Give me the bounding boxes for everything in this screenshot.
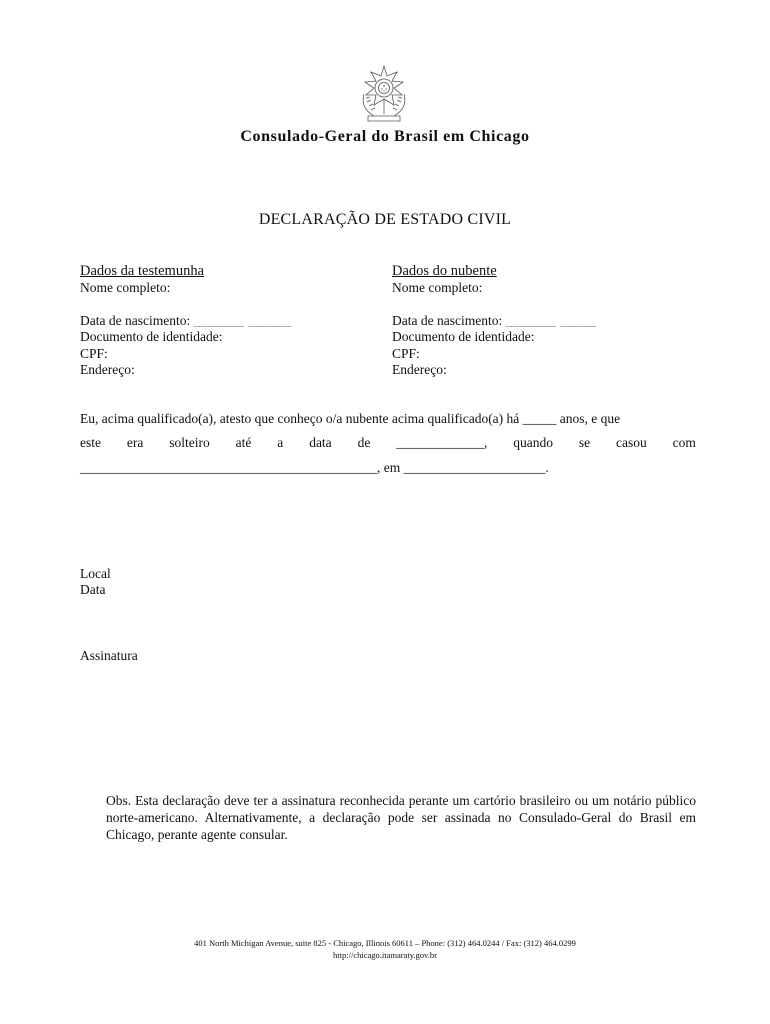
statement-line-2 [80, 435, 696, 451]
statement-word: este [80, 435, 101, 450]
statement-word: de [357, 435, 371, 450]
consulate-name: Consulado-Geral do Brasil em Chicago [240, 128, 530, 145]
statement-line-1: Eu, acima qualificado(a), atesto que conheço o/a nubente acima qualificado(a) há _____ anos, e que [80, 411, 621, 426]
footer-website: http://chicago.itamaraty.gov.br [333, 950, 437, 960]
signature-label: Assinatura [80, 648, 138, 663]
statement-word: até [235, 435, 252, 450]
statement-word: era [126, 435, 144, 450]
statement-word: casou [616, 435, 647, 450]
statement-word: quando [513, 435, 553, 450]
statement-word: com [672, 435, 696, 450]
spouse-cpf-label: CPF: [392, 345, 420, 361]
spouse-section [392, 262, 596, 379]
witness-birth-date-label: Data de nascimento: [80, 312, 191, 328]
spouse-birth-date-label: Data de nascimento: [392, 312, 503, 328]
statement-word: data [309, 435, 332, 450]
witness-id-label: Documento de identidade: [80, 329, 223, 344]
coat-of-arms-icon [356, 64, 412, 126]
observation-note: Obs. Esta declaração deve ter a assinatura reconhecida perante um cartório brasileiro ou um notário público norte-americano. Alternativamente, a declaração pode ser assinada no Consulado-Geral do Brasil em Chicago, perante agente consular. [106, 793, 696, 842]
spouse-id-label: Documento de identidade: [392, 329, 535, 344]
witness-heading: Dados da testemunha [80, 263, 205, 279]
witness-full-name-label: Nome completo: [80, 280, 171, 295]
spouse-birth-date-blank: _______ _____ [505, 312, 597, 328]
statement-word: _____________, [396, 435, 488, 450]
spouse-full-name-label: Nome completo: [392, 280, 483, 295]
statement-word: a [277, 435, 284, 450]
footer-address: 401 North Michigan Avenue, suite 825 - Chicago, Illinois 60611 – Phone: (312) 464.0244 / Fax: (312) 464.0299 [194, 938, 576, 948]
statement-word: solteiro [169, 435, 210, 450]
spouse-address-label: Endereço: [392, 362, 447, 377]
witness-cpf-label: CPF: [80, 345, 108, 361]
statement-line-3: ____________________________________________, em _____________________. [80, 460, 549, 475]
witness-address-label: Endereço: [80, 362, 135, 377]
statement-word: se [578, 435, 591, 450]
witness-birth-date-row [80, 313, 292, 330]
spouse-heading: Dados do nubente [392, 263, 497, 279]
place-label: Local [80, 566, 111, 581]
date-label: Data [80, 582, 106, 597]
spouse-birth-date-row [392, 313, 596, 330]
witness-birth-date-blank: _______ ______ [193, 312, 292, 328]
document-title: DECLARAÇÃO DE ESTADO CIVIL [258, 211, 512, 228]
witness-section [80, 262, 292, 379]
